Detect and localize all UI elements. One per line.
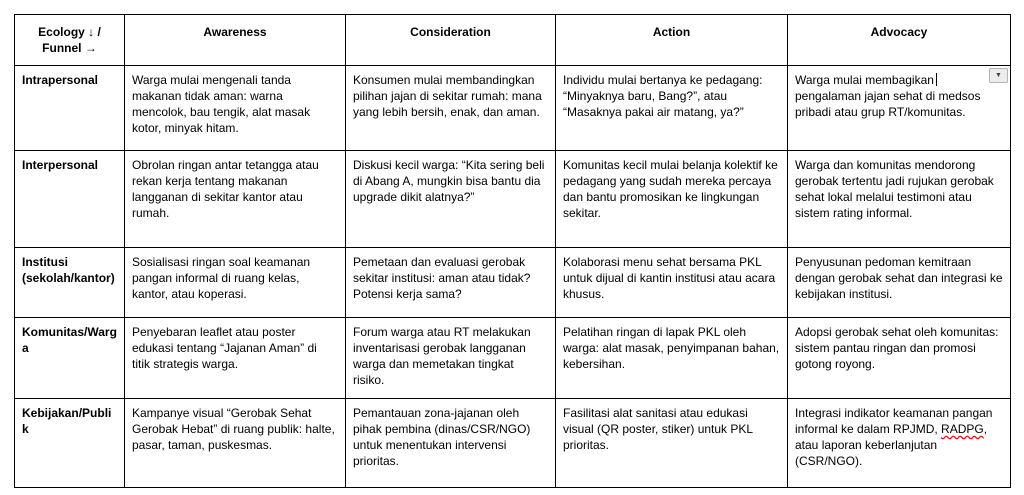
cell-interpersonal-action[interactable]: Komunitas kecil mulai belanja kolektif ke pedagang yang sudah mereka percaya dan bantu promosikan ke lingkungan sekitar.	[556, 151, 788, 248]
cell-komunitas-action[interactable]: Pelatihan ringan di lapak PKL oleh warga: alat masak, penyimpanan bahan, kebersihan.	[556, 318, 788, 399]
advocacy-text-before-misspelled: Integrasi indikator keamanan pangan informal ke dalam RPJMD,	[795, 406, 993, 436]
chevron-down-icon: ▼	[995, 72, 1002, 79]
row-label-kebijakan[interactable]: Kebijakan/Publik	[15, 399, 125, 488]
cell-institusi-consideration[interactable]: Pemetaan dan evaluasi gerobak sekitar institusi: aman atau tidak? Potensi kerja sama?	[346, 248, 556, 318]
cell-institusi-action[interactable]: Kolaborasi menu sehat bersama PKL untuk dijual di kantin institusi atau acara khusus.	[556, 248, 788, 318]
corner-header-ecology-funnel[interactable]: Ecology ↓ / Funnel →	[15, 15, 125, 66]
ecology-funnel-table	[14, 14, 1011, 488]
column-header-awareness[interactable]: Awareness	[125, 15, 346, 66]
table-row-kebijakan	[15, 399, 1011, 488]
table-row-intrapersonal	[15, 66, 1011, 151]
cell-interpersonal-advocacy[interactable]: Warga dan komunitas mendorong gerobak tertentu jadi rujukan gerobak sehat lokal melalui testimoni atau sistem rating informal.	[788, 151, 1011, 248]
cell-interpersonal-awareness[interactable]: Obrolan ringan antar tetangga atau rekan kerja tentang makanan langganan di sekitar kantor atau rumah.	[125, 151, 346, 248]
table-row-komunitas	[15, 318, 1011, 399]
column-header-advocacy[interactable]: Advocacy	[788, 15, 1011, 66]
cell-komunitas-advocacy[interactable]: Adopsi gerobak sehat oleh komunitas: sistem pantau ringan dan promosi gotong royong.	[788, 318, 1011, 399]
cell-kebijakan-awareness[interactable]: Kampanye visual “Gerobak Sehat Gerobak Hebat” di ruang publik: halte, pasar, taman, puskesmas.	[125, 399, 346, 488]
advocacy-text-after-misspelled: , atau laporan keberlanjutan (CSR/NGO).	[795, 422, 988, 468]
table-row-interpersonal	[15, 151, 1011, 248]
row-label-interpersonal[interactable]: Interpersonal	[15, 151, 125, 248]
cell-dropdown-button[interactable]	[989, 68, 1008, 83]
cell-intrapersonal-consideration[interactable]: Konsumen mulai membandingkan pilihan jajan di sekitar rumah: mana yang lebih bersih, enak, dan aman.	[346, 66, 556, 151]
cell-kebijakan-action[interactable]: Fasilitasi alat sanitasi atau edukasi visual (QR poster, stiker) untuk PKL prioritas.	[556, 399, 788, 488]
column-header-consideration[interactable]: Consideration	[346, 15, 556, 66]
cell-intrapersonal-awareness[interactable]: Warga mulai mengenali tanda makanan tidak aman: warna mencolok, bau tengik, alat masak kotor, minyak hitam.	[125, 66, 346, 151]
cell-intrapersonal-action[interactable]: Individu mulai bertanya ke pedagang: “Minyaknya baru, Bang?”, atau “Masaknya pakai air matang, ya?”	[556, 66, 788, 151]
cell-intrapersonal-advocacy[interactable]	[788, 66, 1011, 151]
advocacy-text-before-cursor: Warga mulai membagikan	[795, 73, 934, 87]
cell-interpersonal-consideration[interactable]: Diskusi kecil warga: “Kita sering beli di Abang A, mungkin bisa bantu dia upgrade dikit alatnya?”	[346, 151, 556, 248]
row-label-intrapersonal[interactable]: Intrapersonal	[15, 66, 125, 151]
header-row	[15, 15, 1011, 66]
cell-komunitas-awareness[interactable]: Penyebaran leaflet atau poster edukasi tentang “Jajanan Aman” di titik strategis warga.	[125, 318, 346, 399]
cell-komunitas-consideration[interactable]: Forum warga atau RT melakukan inventarisasi gerobak langganan warga dan memetakan tingkat risiko.	[346, 318, 556, 399]
table-row-institusi	[15, 248, 1011, 318]
cell-institusi-advocacy[interactable]: Penyusunan pedoman kemitraan dengan gerobak sehat dan integrasi ke kebijakan institusi.	[788, 248, 1011, 318]
text-cursor	[936, 73, 938, 86]
row-label-komunitas[interactable]: Komunitas/Warga	[15, 318, 125, 399]
cell-kebijakan-consideration[interactable]: Pemantauan zona-jajanan oleh pihak pembina (dinas/CSR/NGO) untuk menentukan intervensi prioritas.	[346, 399, 556, 488]
cell-kebijakan-advocacy[interactable]	[788, 399, 1011, 488]
misspelled-word-spellcheck: RADPG	[941, 422, 984, 436]
row-label-institusi[interactable]: Institusi (sekolah/kantor)	[15, 248, 125, 318]
advocacy-text-after-cursor: pengalaman jajan sehat di medsos pribadi atau grup RT/komunitas.	[795, 89, 981, 119]
column-header-action[interactable]: Action	[556, 15, 788, 66]
cell-institusi-awareness[interactable]: Sosialisasi ringan soal keamanan pangan informal di ruang kelas, kantor, atau koperasi.	[125, 248, 346, 318]
